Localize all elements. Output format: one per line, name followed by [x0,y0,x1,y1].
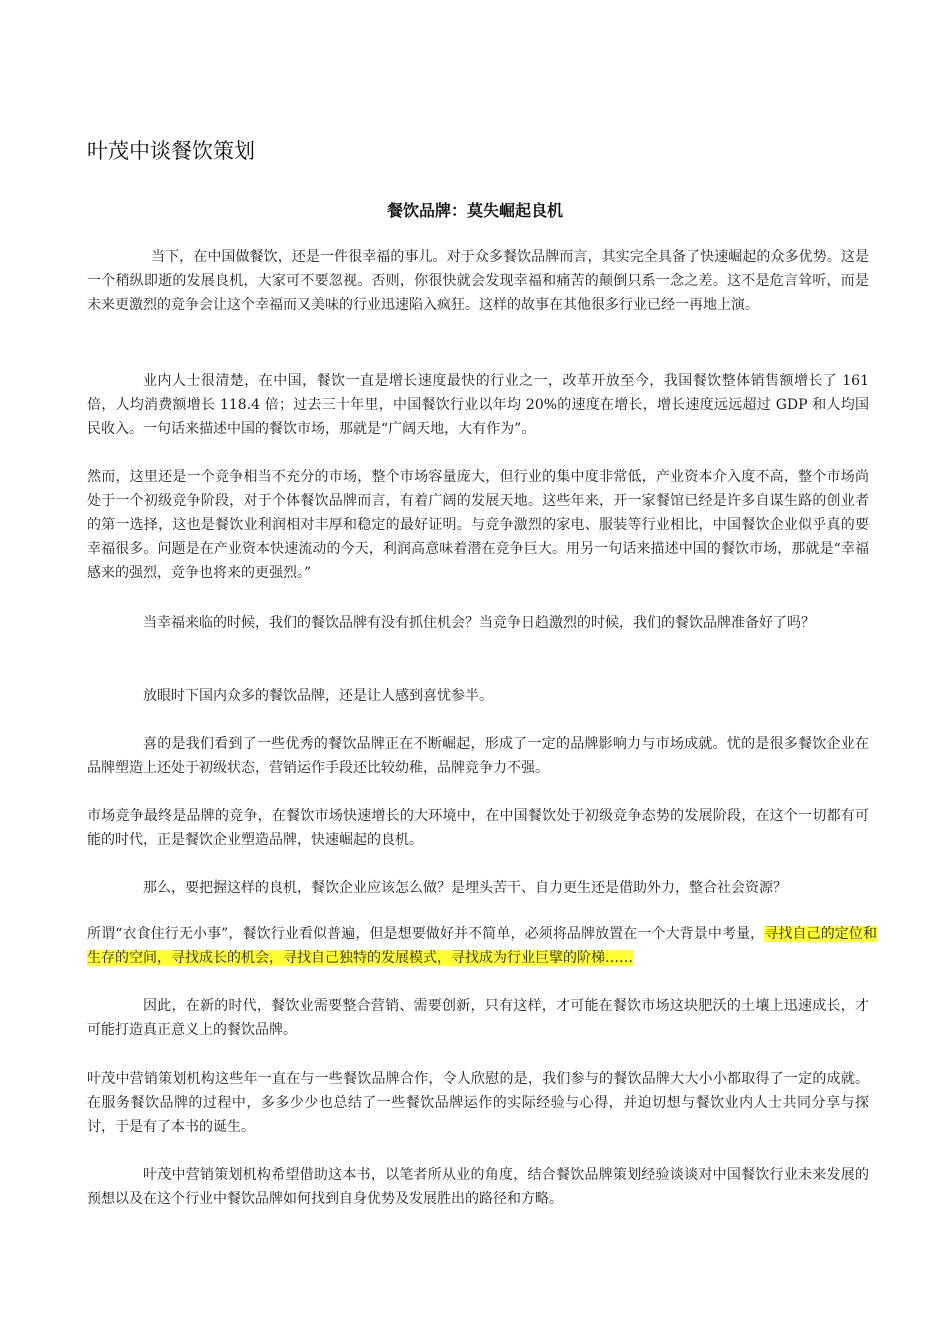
paragraph-2: 业内人士很清楚，在中国，餐饮一直是增长速度最快的行业之一，改革开放至今，我国餐饮整体销售额增长了 161 倍，人均消费额增长 118.4 倍；过去三十年里，中国餐饮行业以年均 20%的速度在增长，增长速度远远超过 GDP 和人均国民收入。一句话来描述中国的餐饮市场，那就是“广阔天地，大有作为”。 [87,373,869,437]
section-title: 餐饮品牌：莫失崛起良机 [386,201,563,220]
paragraph-12: 叶茂中营销策划机构希望借助这本书，以笔者所从业的角度，结合餐饮品牌策划经验谈谈对中国餐饮行业未来发展的预想以及在这个行业中餐饮品牌如何找到自身优势及发展胜出的路径和方略。 [87,1167,869,1207]
paragraph-5: 放眼时下国内众多的餐饮品牌，还是让人感到喜忧参半。 [143,688,493,704]
paragraph-4: 当幸福来临的时候，我们的餐饮品牌有没有抓住机会？当竞争日趋激烈的时候，我们的餐饮品牌准备好了吗？ [143,615,815,631]
paragraph-8: 那么，要把握这样的良机，餐饮企业应该怎么做？是埋头苦干、自力更生还是借助外力，整合社会资源？ [143,880,787,896]
paragraph-7: 市场竞争最终是品牌的竞争，在餐饮市场快速增长的大环境中，在中国餐饮处于初级竞争态势的发展阶段，在这个一切都有可能的时代，正是餐饮企业塑造品牌，快速崛起的良机。 [87,808,869,848]
paragraph-10: 因此，在新的时代，餐饮业需要整合营销、需要创新，只有这样，才可能在餐饮市场这块肥沃的土壤上迅速成长，才可能打造真正意义上的餐饮品牌。 [87,998,869,1038]
paragraph-1: 当下，在中国做餐饮，还是一件很幸福的事儿。对于众多餐饮品牌而言，其实完全具备了快速崛起的众多优势。这是一个稍纵即逝的发展良机，大家可不要忽视。否则，你很快就会发现幸福和痛苦的颠倒只系一念之差。这不是危言耸听，而是未来更激烈的竞争会让这个幸福而又美味的行业迅速陷入疯狂。这样的故事在其他很多行业已经一再地上演。 [87,249,869,313]
highlighted-text: 寻找自己的定位和生存的空间，寻找成长的机会，寻找自己独特的发展模式，寻找成为行业巨擘的阶梯…… [87,926,878,966]
document-title: 叶茂中谈餐饮策划 [87,139,255,163]
paragraph-11: 叶茂中营销策划机构这些年一直在与一些餐饮品牌合作，令人欣慰的是，我们参与的餐饮品牌大大小小都取得了一定的成就。在服务餐饮品牌的过程中，多多少少也总结了一些餐饮品牌运作的实际经验与心得，并迫切想与餐饮业内人士共同分享与探讨，于是有了本书的诞生。 [87,1071,869,1135]
paragraph-9-text: 所谓“衣食住行无小事”，餐饮行业看似普遍，但是想要做好并不简单，必须将品牌放置在一个大背景中考量， [87,926,765,942]
paragraph-3: 然而，这里还是一个竞争相当不充分的市场，整个市场容量庞大，但行业的集中度非常低，产业资本介入度不高，整个市场尚处于一个初级竞争阶段，对于个体餐饮品牌而言，有着广阔的发展天地。这些年来，开一家餐馆已经是许多自谋生路的创业者的第一选择，这也是餐饮业利润相对丰厚和稳定的最好证明。与竞争激烈的家电、服装等行业相比，中国餐饮企业似乎真的要幸福很多。问题是在产业资本快速流动的今天，利润高意味着潜在竞争巨大。用另一句话来描述中国的餐饮市场，那就是“幸福感来的强烈，竞争也将来的更强烈。” [87,469,869,581]
paragraph-9 [87,922,877,970]
paragraph-6: 喜的是我们看到了一些优秀的餐饮品牌正在不断崛起，形成了一定的品牌影响力与市场成就。忧的是很多餐饮企业在品牌塑造上还处于初级状态，营销运作手段还比较幼稚，品牌竞争力不强。 [87,736,869,776]
